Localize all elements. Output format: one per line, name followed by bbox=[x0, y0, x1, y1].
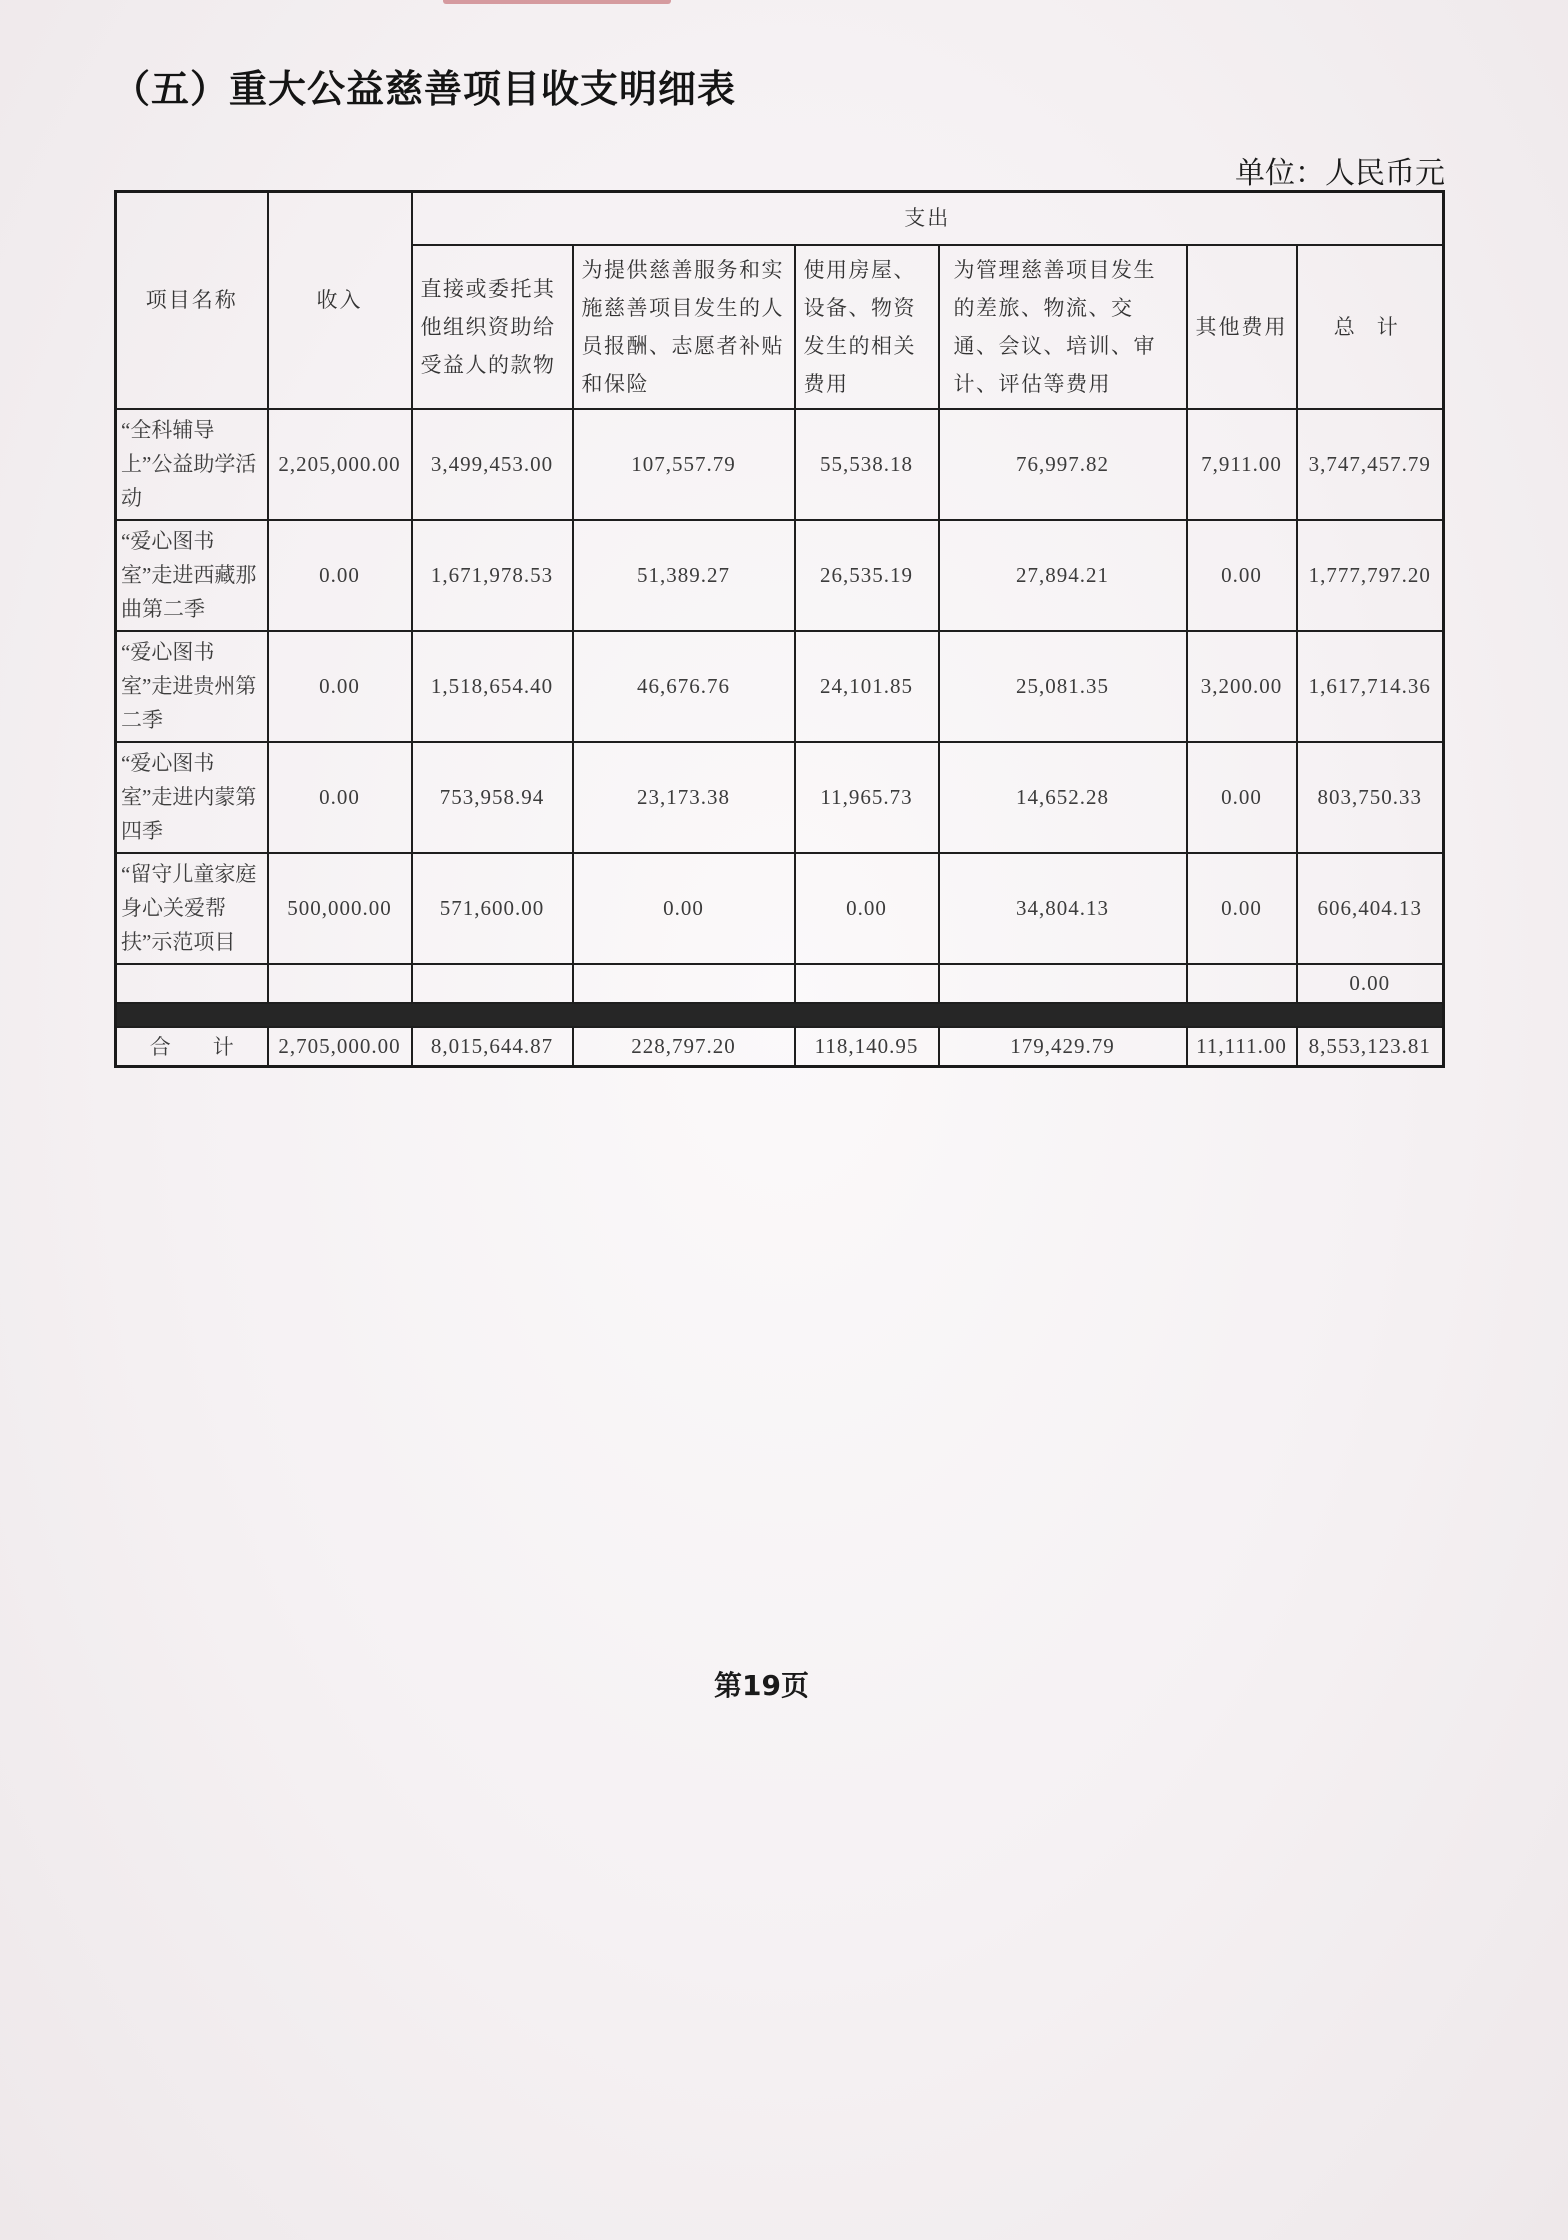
cell-management: 34,804.13 bbox=[939, 853, 1187, 964]
cell-income: 0.00 bbox=[268, 520, 412, 631]
charity-project-ledger-table bbox=[114, 190, 1445, 1068]
cell-facilities: 11,965.73 bbox=[795, 742, 939, 853]
header-row-top bbox=[116, 192, 1444, 245]
cell-project-name: “留守儿童家庭身心关爱帮扶”示范项目 bbox=[116, 853, 268, 964]
total-personnel: 228,797.20 bbox=[573, 1027, 795, 1067]
header-total: 总计 bbox=[1297, 245, 1444, 409]
cell-total: 803,750.33 bbox=[1297, 742, 1444, 853]
cell-income: 500,000.00 bbox=[268, 853, 412, 964]
cell-other: 7,911.00 bbox=[1187, 409, 1297, 520]
cell-other: 0.00 bbox=[1187, 742, 1297, 853]
total-other: 11,111.00 bbox=[1187, 1027, 1297, 1067]
header-management: 为管理慈善项目发生的差旅、物流、交通、会议、培训、审计、评估等费用 bbox=[939, 245, 1187, 409]
header-personnel: 为提供慈善服务和实施慈善项目发生的人员报酬、志愿者补贴和保险 bbox=[573, 245, 795, 409]
table-row bbox=[116, 742, 1444, 853]
header-expense-group: 支出 bbox=[412, 192, 1444, 245]
table-row-empty bbox=[116, 964, 1444, 1003]
cell-direct-aid: 753,958.94 bbox=[412, 742, 573, 853]
cell-direct-aid: 1,671,978.53 bbox=[412, 520, 573, 631]
cell-personnel: 107,557.79 bbox=[573, 409, 795, 520]
cell-project-name: “爱心图书室”走进贵州第二季 bbox=[116, 631, 268, 742]
cell-management: 25,081.35 bbox=[939, 631, 1187, 742]
cell-direct-aid: 571,600.00 bbox=[412, 853, 573, 964]
cell-other: 3,200.00 bbox=[1187, 631, 1297, 742]
header-facilities: 使用房屋、设备、物资发生的相关费用 bbox=[795, 245, 939, 409]
cell-total: 0.00 bbox=[1297, 964, 1444, 1003]
cell-management: 14,652.28 bbox=[939, 742, 1187, 853]
header-income: 收入 bbox=[268, 192, 412, 409]
table-row bbox=[116, 853, 1444, 964]
cell-direct-aid: 3,499,453.00 bbox=[412, 409, 573, 520]
cell-facilities: 0.00 bbox=[795, 853, 939, 964]
total-direct-aid: 8,015,644.87 bbox=[412, 1027, 573, 1067]
cell-project-name: “全科辅导上”公益助学活动 bbox=[116, 409, 268, 520]
cell-total: 606,404.13 bbox=[1297, 853, 1444, 964]
cell-facilities bbox=[795, 964, 939, 1003]
header-other: 其他费用 bbox=[1187, 245, 1297, 409]
separator-band-cell bbox=[116, 1003, 1444, 1027]
cell-direct-aid bbox=[412, 964, 573, 1003]
cell-personnel: 23,173.38 bbox=[573, 742, 795, 853]
cell-facilities: 26,535.19 bbox=[795, 520, 939, 631]
table-row bbox=[116, 409, 1444, 520]
cell-other: 0.00 bbox=[1187, 520, 1297, 631]
cell-project-name: “爱心图书室”走进西藏那曲第二季 bbox=[116, 520, 268, 631]
cell-direct-aid: 1,518,654.40 bbox=[412, 631, 573, 742]
total-facilities: 118,140.95 bbox=[795, 1027, 939, 1067]
total-income: 2,705,000.00 bbox=[268, 1027, 412, 1067]
cell-management: 27,894.21 bbox=[939, 520, 1187, 631]
page-number: 第19页 bbox=[714, 1669, 809, 1702]
total-row-label: 合 计 bbox=[116, 1027, 268, 1067]
cell-income: 2,205,000.00 bbox=[268, 409, 412, 520]
cell-personnel: 0.00 bbox=[573, 853, 795, 964]
cell-facilities: 55,538.18 bbox=[795, 409, 939, 520]
cell-total: 1,777,797.20 bbox=[1297, 520, 1444, 631]
cell-income bbox=[268, 964, 412, 1003]
cell-management bbox=[939, 964, 1187, 1003]
cell-other: 0.00 bbox=[1187, 853, 1297, 964]
cell-project-name: “爱心图书室”走进内蒙第四季 bbox=[116, 742, 268, 853]
cell-income: 0.00 bbox=[268, 631, 412, 742]
page-title: （五）重大公益慈善项目收支明细表 bbox=[112, 67, 737, 111]
cell-management: 76,997.82 bbox=[939, 409, 1187, 520]
cell-facilities: 24,101.85 bbox=[795, 631, 939, 742]
cell-personnel: 51,389.27 bbox=[573, 520, 795, 631]
cell-total: 1,617,714.36 bbox=[1297, 631, 1444, 742]
currency-unit-label: 单位：人民币元 bbox=[1235, 156, 1445, 191]
cell-other bbox=[1187, 964, 1297, 1003]
cell-personnel bbox=[573, 964, 795, 1003]
cell-income: 0.00 bbox=[268, 742, 412, 853]
total-grand: 8,553,123.81 bbox=[1297, 1027, 1444, 1067]
header-direct-aid: 直接或委托其他组织资助给受益人的款物 bbox=[412, 245, 573, 409]
separator-band bbox=[116, 1003, 1444, 1027]
table-row bbox=[116, 631, 1444, 742]
header-project-name: 项目名称 bbox=[116, 192, 268, 409]
total-row bbox=[116, 1027, 1444, 1067]
cell-personnel: 46,676.76 bbox=[573, 631, 795, 742]
table-row bbox=[116, 520, 1444, 631]
total-management: 179,429.79 bbox=[939, 1027, 1187, 1067]
cell-project-name bbox=[116, 964, 268, 1003]
scan-edge-mark bbox=[443, 0, 671, 4]
cell-total: 3,747,457.79 bbox=[1297, 409, 1444, 520]
